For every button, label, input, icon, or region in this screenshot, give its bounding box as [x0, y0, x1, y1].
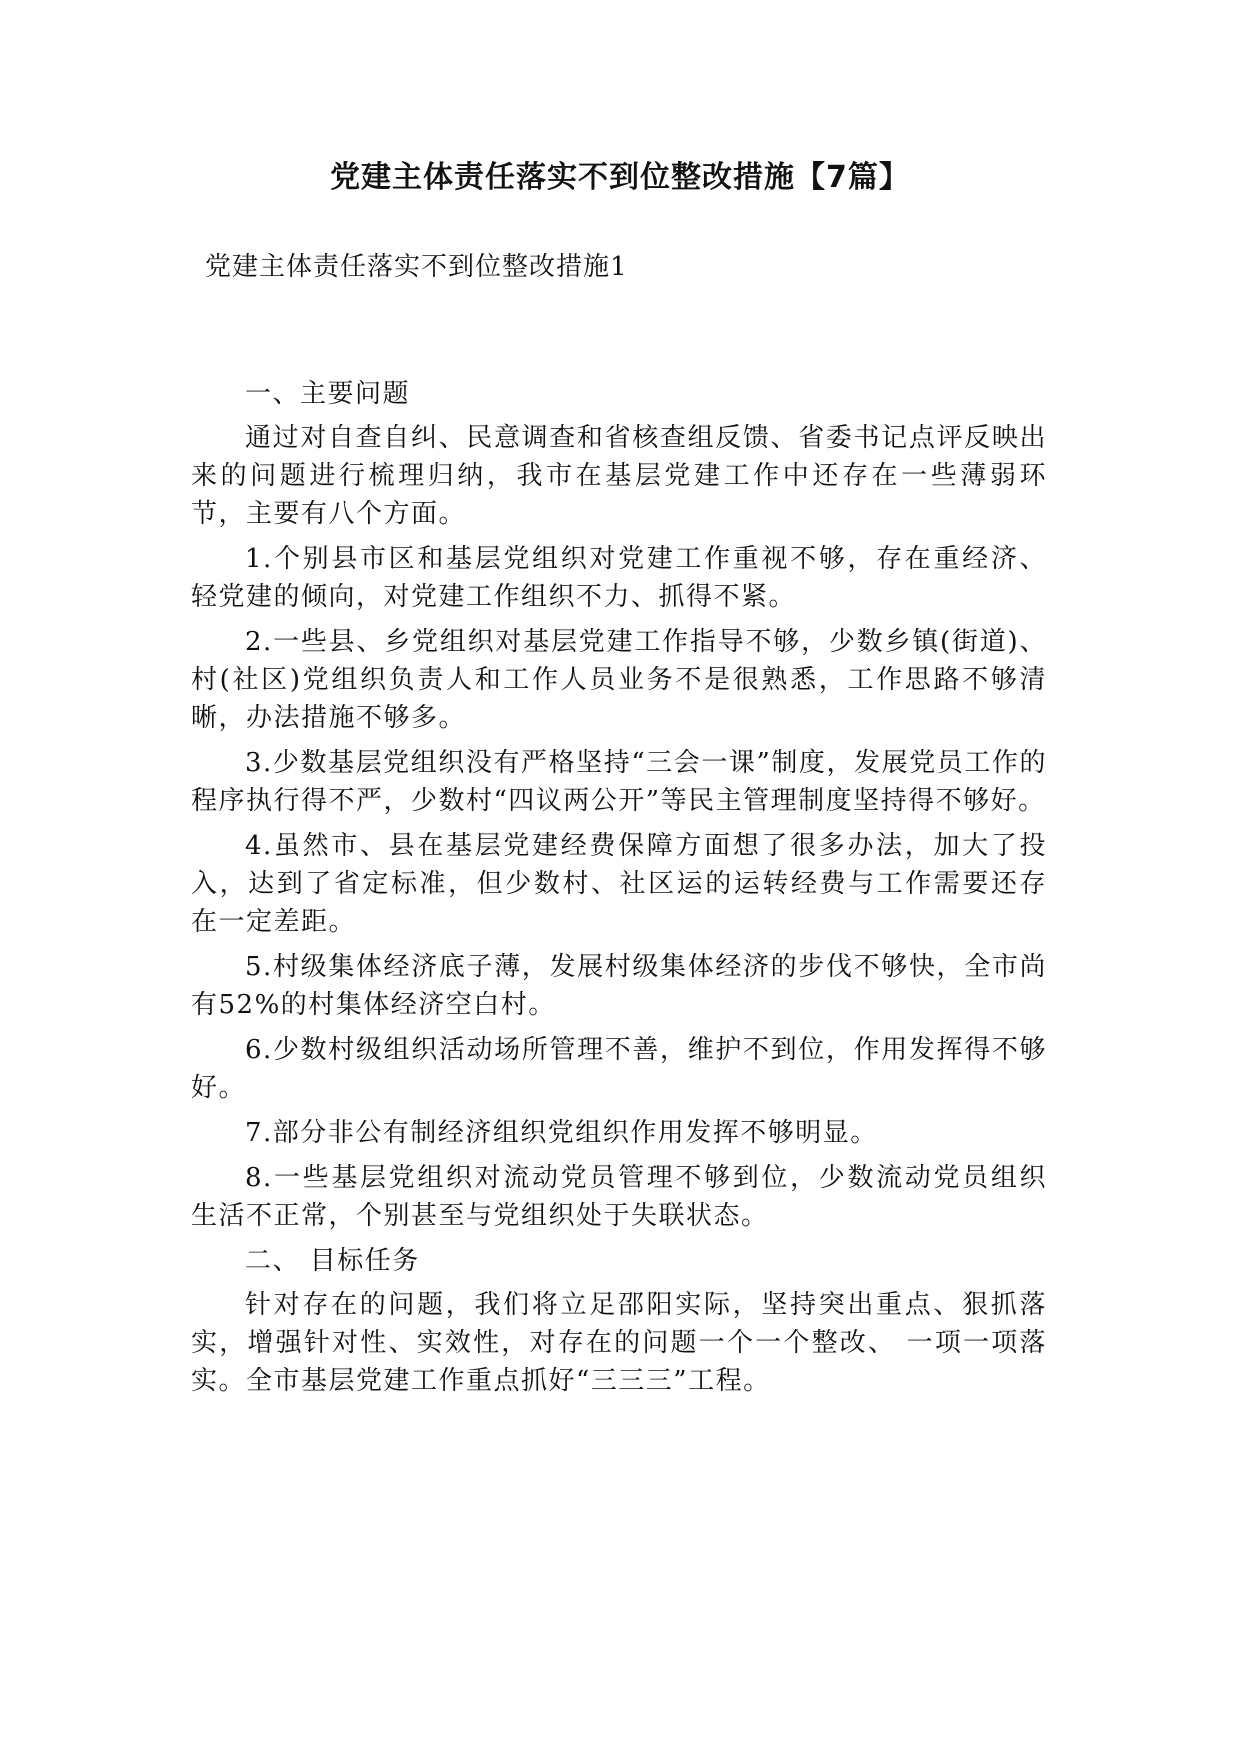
problem-item-8: 8.一些基层党组织对流动党员管理不够到位，少数流动党员组织 生活不正常，个别甚至与党组织处于失联状态。 — [191, 1163, 1047, 1231]
intro-paragraph: 通过对自查自纠、民意调查和省核查组反馈、省委书记点评反映出来的问题进行梳理归纳，我市在基层党建工作中还存在一些薄弱环 节，主要有八个方面。 — [191, 423, 1047, 529]
section-heading-problems: 一、主要问题 — [245, 379, 411, 409]
problem-item-1: 1.个别县市区和基层党组织对党建工作重视不够，存在重经济、 轻党建的倾向，对党建工作组织不力、抓得不紧。 — [191, 544, 1047, 612]
problem-item-6: 6.少数村级组织活动场所管理不善，维护不到位，作用发挥得不够好。 — [191, 1035, 1047, 1103]
document-subtitle: 党建主体责任落实不到位整改措施1 — [205, 252, 628, 282]
goal-paragraph: 针对存在的问题，我们将立足邵阳实际，坚持突出重点、狠抓落实，增强针对性、实效性，对存在的问题一个一个整改、 一项一项落实。全市基层党建工作重点抓好“三三三”工程。 — [191, 1290, 1047, 1396]
problem-item-3: 3.少数基层党组织没有严格坚持“三会一课”制度，发展党员工作的程序执行得不严，少数村“四议两公开”等民主管理制度坚持得不够好。 — [191, 748, 1047, 816]
problem-item-2: 2.一些县、乡党组织对基层党建工作指导不够，少数乡镇(街道)、 村(社区)党组织负责人和工作人员业务不是很熟悉，工作思路不够清 晰，办法措施不够多。 — [191, 627, 1047, 733]
section-heading-goals: 二、 目标任务 — [245, 1246, 420, 1276]
problem-item-4: 4.虽然市、县在基层党建经费保障方面想了很多办法，加大了投入，达到了省定标准，但少数村、社区运的运转经费与工作需要还存 在一定差距。 — [191, 831, 1047, 937]
document-title: 党建主体责任落实不到位整改措施【7篇】 — [330, 160, 910, 195]
problem-item-7: 7.部分非公有制经济组织党组织作用发挥不够明显。 — [245, 1118, 878, 1148]
document-body — [191, 375, 1047, 1407]
problem-item-5: 5.村级集体经济底子薄，发展村级集体经济的步伐不够快，全市尚有52%的村集体经济空白村。 — [191, 952, 1047, 1020]
